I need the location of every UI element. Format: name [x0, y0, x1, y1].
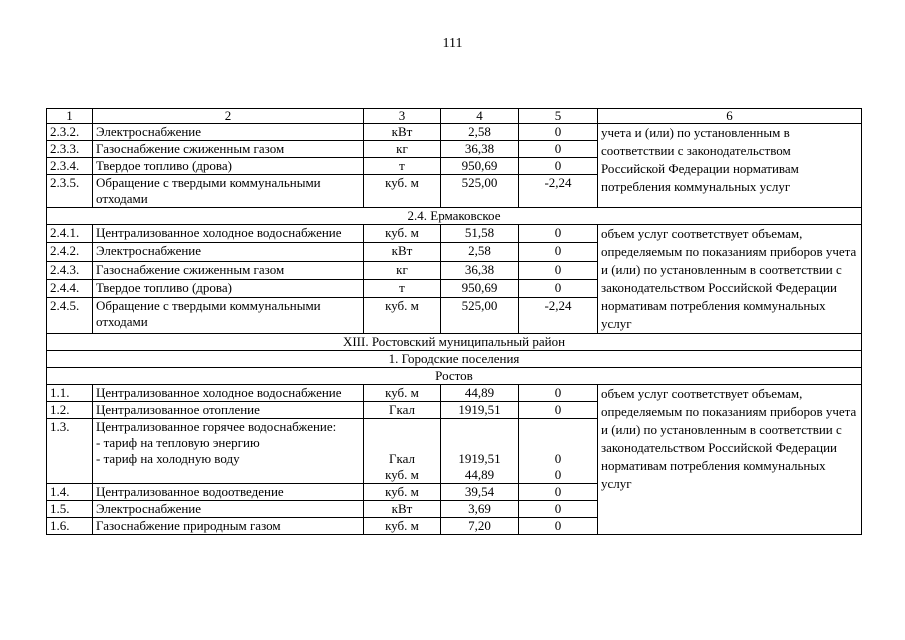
row-code: 2.4.3.	[47, 261, 93, 279]
row-change: 0	[519, 402, 598, 419]
section-title: 2.4. Ермаковское	[47, 208, 862, 225]
row-name: Обращение с твердыми коммунальными отходами	[93, 175, 364, 208]
row-code: 2.4.5.	[47, 298, 93, 334]
row-name: Централизованное холодное водоснабжение	[93, 225, 364, 243]
row-value: 36,38	[441, 261, 519, 279]
row-name: Электроснабжение	[93, 501, 364, 518]
section-row	[47, 351, 862, 368]
sub-row-value: 44,89	[464, 467, 495, 482]
row-name: Обращение с твердыми коммунальными отходами	[93, 298, 364, 334]
row-change: 0	[519, 518, 598, 535]
row-change: -2,24	[519, 175, 598, 208]
row-unit: куб. м	[364, 175, 441, 208]
sub-row-unit: Гкал	[388, 451, 415, 466]
row-unit: куб. м	[364, 518, 441, 535]
row-code: 2.3.5.	[47, 175, 93, 208]
row-value: 2,58	[441, 243, 519, 261]
row-name: Централизованное холодное водоснабжение	[93, 385, 364, 402]
row-value: 2,58	[441, 124, 519, 141]
row-unit-group	[364, 419, 441, 484]
row-change: 0	[519, 141, 598, 158]
header-cell: 6	[598, 109, 862, 124]
row-name: Централизованное горячее водоснабжение:	[96, 419, 337, 434]
row-name: Твердое топливо (дрова)	[93, 280, 364, 298]
row-change: 0	[519, 225, 598, 243]
table-row	[47, 225, 862, 243]
row-name: Газоснабжение сжиженным газом	[93, 261, 364, 279]
row-unit: Гкал	[364, 402, 441, 419]
row-value: 525,00	[441, 298, 519, 334]
row-code: 2.4.4.	[47, 280, 93, 298]
row-unit: куб. м	[364, 385, 441, 402]
page-number: 111	[442, 36, 463, 51]
row-change-group	[519, 419, 598, 484]
sub-row-value: 1919,51	[458, 451, 501, 466]
header-row	[47, 109, 862, 124]
header-cell: 2	[93, 109, 364, 124]
row-value-group	[441, 419, 519, 484]
section-title: Ростов	[47, 368, 862, 385]
row-name: Централизованное отопление	[93, 402, 364, 419]
header-cell: 5	[519, 109, 598, 124]
row-unit: кг	[364, 141, 441, 158]
row-name: Твердое топливо (дрова)	[93, 158, 364, 175]
sub-row-change: 0	[554, 451, 562, 466]
sub-row-name: - тариф на тепловую энергию	[96, 435, 260, 450]
sub-row-name: - тариф на холодную воду	[96, 451, 240, 466]
row-note: учета и (или) по установленным в соответствии с законодательством Российской Федерации нормативам потребления коммунальных услуг	[598, 124, 862, 208]
row-name-group	[93, 419, 364, 484]
row-value: 950,69	[441, 280, 519, 298]
header-cell: 1	[47, 109, 93, 124]
row-code: 1.6.	[47, 518, 93, 535]
row-unit: кВт	[364, 124, 441, 141]
sub-row-change: 0	[554, 467, 562, 482]
row-unit: куб. м	[364, 484, 441, 501]
section-title: XIII. Ростовский муниципальный район	[47, 334, 862, 351]
row-name: Электроснабжение	[93, 124, 364, 141]
section-row	[47, 208, 862, 225]
row-name: Газоснабжение природным газом	[93, 518, 364, 535]
row-name: Электроснабжение	[93, 243, 364, 261]
tariff-table	[46, 108, 862, 535]
row-change: 0	[519, 385, 598, 402]
row-name: Централизованное водоотведение	[93, 484, 364, 501]
row-value: 39,54	[441, 484, 519, 501]
row-code: 2.3.2.	[47, 124, 93, 141]
row-name: Газоснабжение сжиженным газом	[93, 141, 364, 158]
row-code: 1.5.	[47, 501, 93, 518]
row-value: 44,89	[441, 385, 519, 402]
row-value: 525,00	[441, 175, 519, 208]
table-row	[47, 124, 862, 141]
row-change: 0	[519, 158, 598, 175]
row-change: 0	[519, 280, 598, 298]
row-code: 2.3.4.	[47, 158, 93, 175]
section-row	[47, 368, 862, 385]
row-code: 1.3.	[47, 419, 93, 484]
row-code: 1.1.	[47, 385, 93, 402]
row-value: 36,38	[441, 141, 519, 158]
row-code: 2.4.1.	[47, 225, 93, 243]
row-change: -2,24	[519, 298, 598, 334]
row-code: 2.3.3.	[47, 141, 93, 158]
section-title: 1. Городские поселения	[47, 351, 862, 368]
row-code: 1.2.	[47, 402, 93, 419]
row-value: 1919,51	[441, 402, 519, 419]
table-row	[47, 385, 862, 402]
header-cell: 3	[364, 109, 441, 124]
row-change: 0	[519, 243, 598, 261]
row-value: 51,58	[441, 225, 519, 243]
row-unit: кВт	[364, 501, 441, 518]
row-change: 0	[519, 484, 598, 501]
row-unit: т	[364, 158, 441, 175]
row-unit: куб. м	[364, 298, 441, 334]
row-value: 950,69	[441, 158, 519, 175]
row-code: 1.4.	[47, 484, 93, 501]
row-change: 0	[519, 124, 598, 141]
row-code: 2.4.2.	[47, 243, 93, 261]
row-unit: куб. м	[364, 225, 441, 243]
row-value: 3,69	[441, 501, 519, 518]
row-unit: т	[364, 280, 441, 298]
section-row	[47, 334, 862, 351]
row-note: объем услуг соответствует объемам, определяемым по показаниям приборов учета и (или) по установленным в соответствии с законодательством Российской Федерации нормативам потребления коммунальных услуг	[598, 385, 862, 535]
row-change: 0	[519, 501, 598, 518]
row-note: объем услуг соответствует объемам, определяемым по показаниям приборов учета и (или) по установленным в соответствии с законодательством Российской Федерации нормативам потребления коммунальных услуг	[598, 225, 862, 334]
header-cell: 4	[441, 109, 519, 124]
row-change: 0	[519, 261, 598, 279]
sub-row-unit: куб. м	[385, 467, 419, 482]
row-value: 7,20	[441, 518, 519, 535]
row-unit: кВт	[364, 243, 441, 261]
row-unit: кг	[364, 261, 441, 279]
